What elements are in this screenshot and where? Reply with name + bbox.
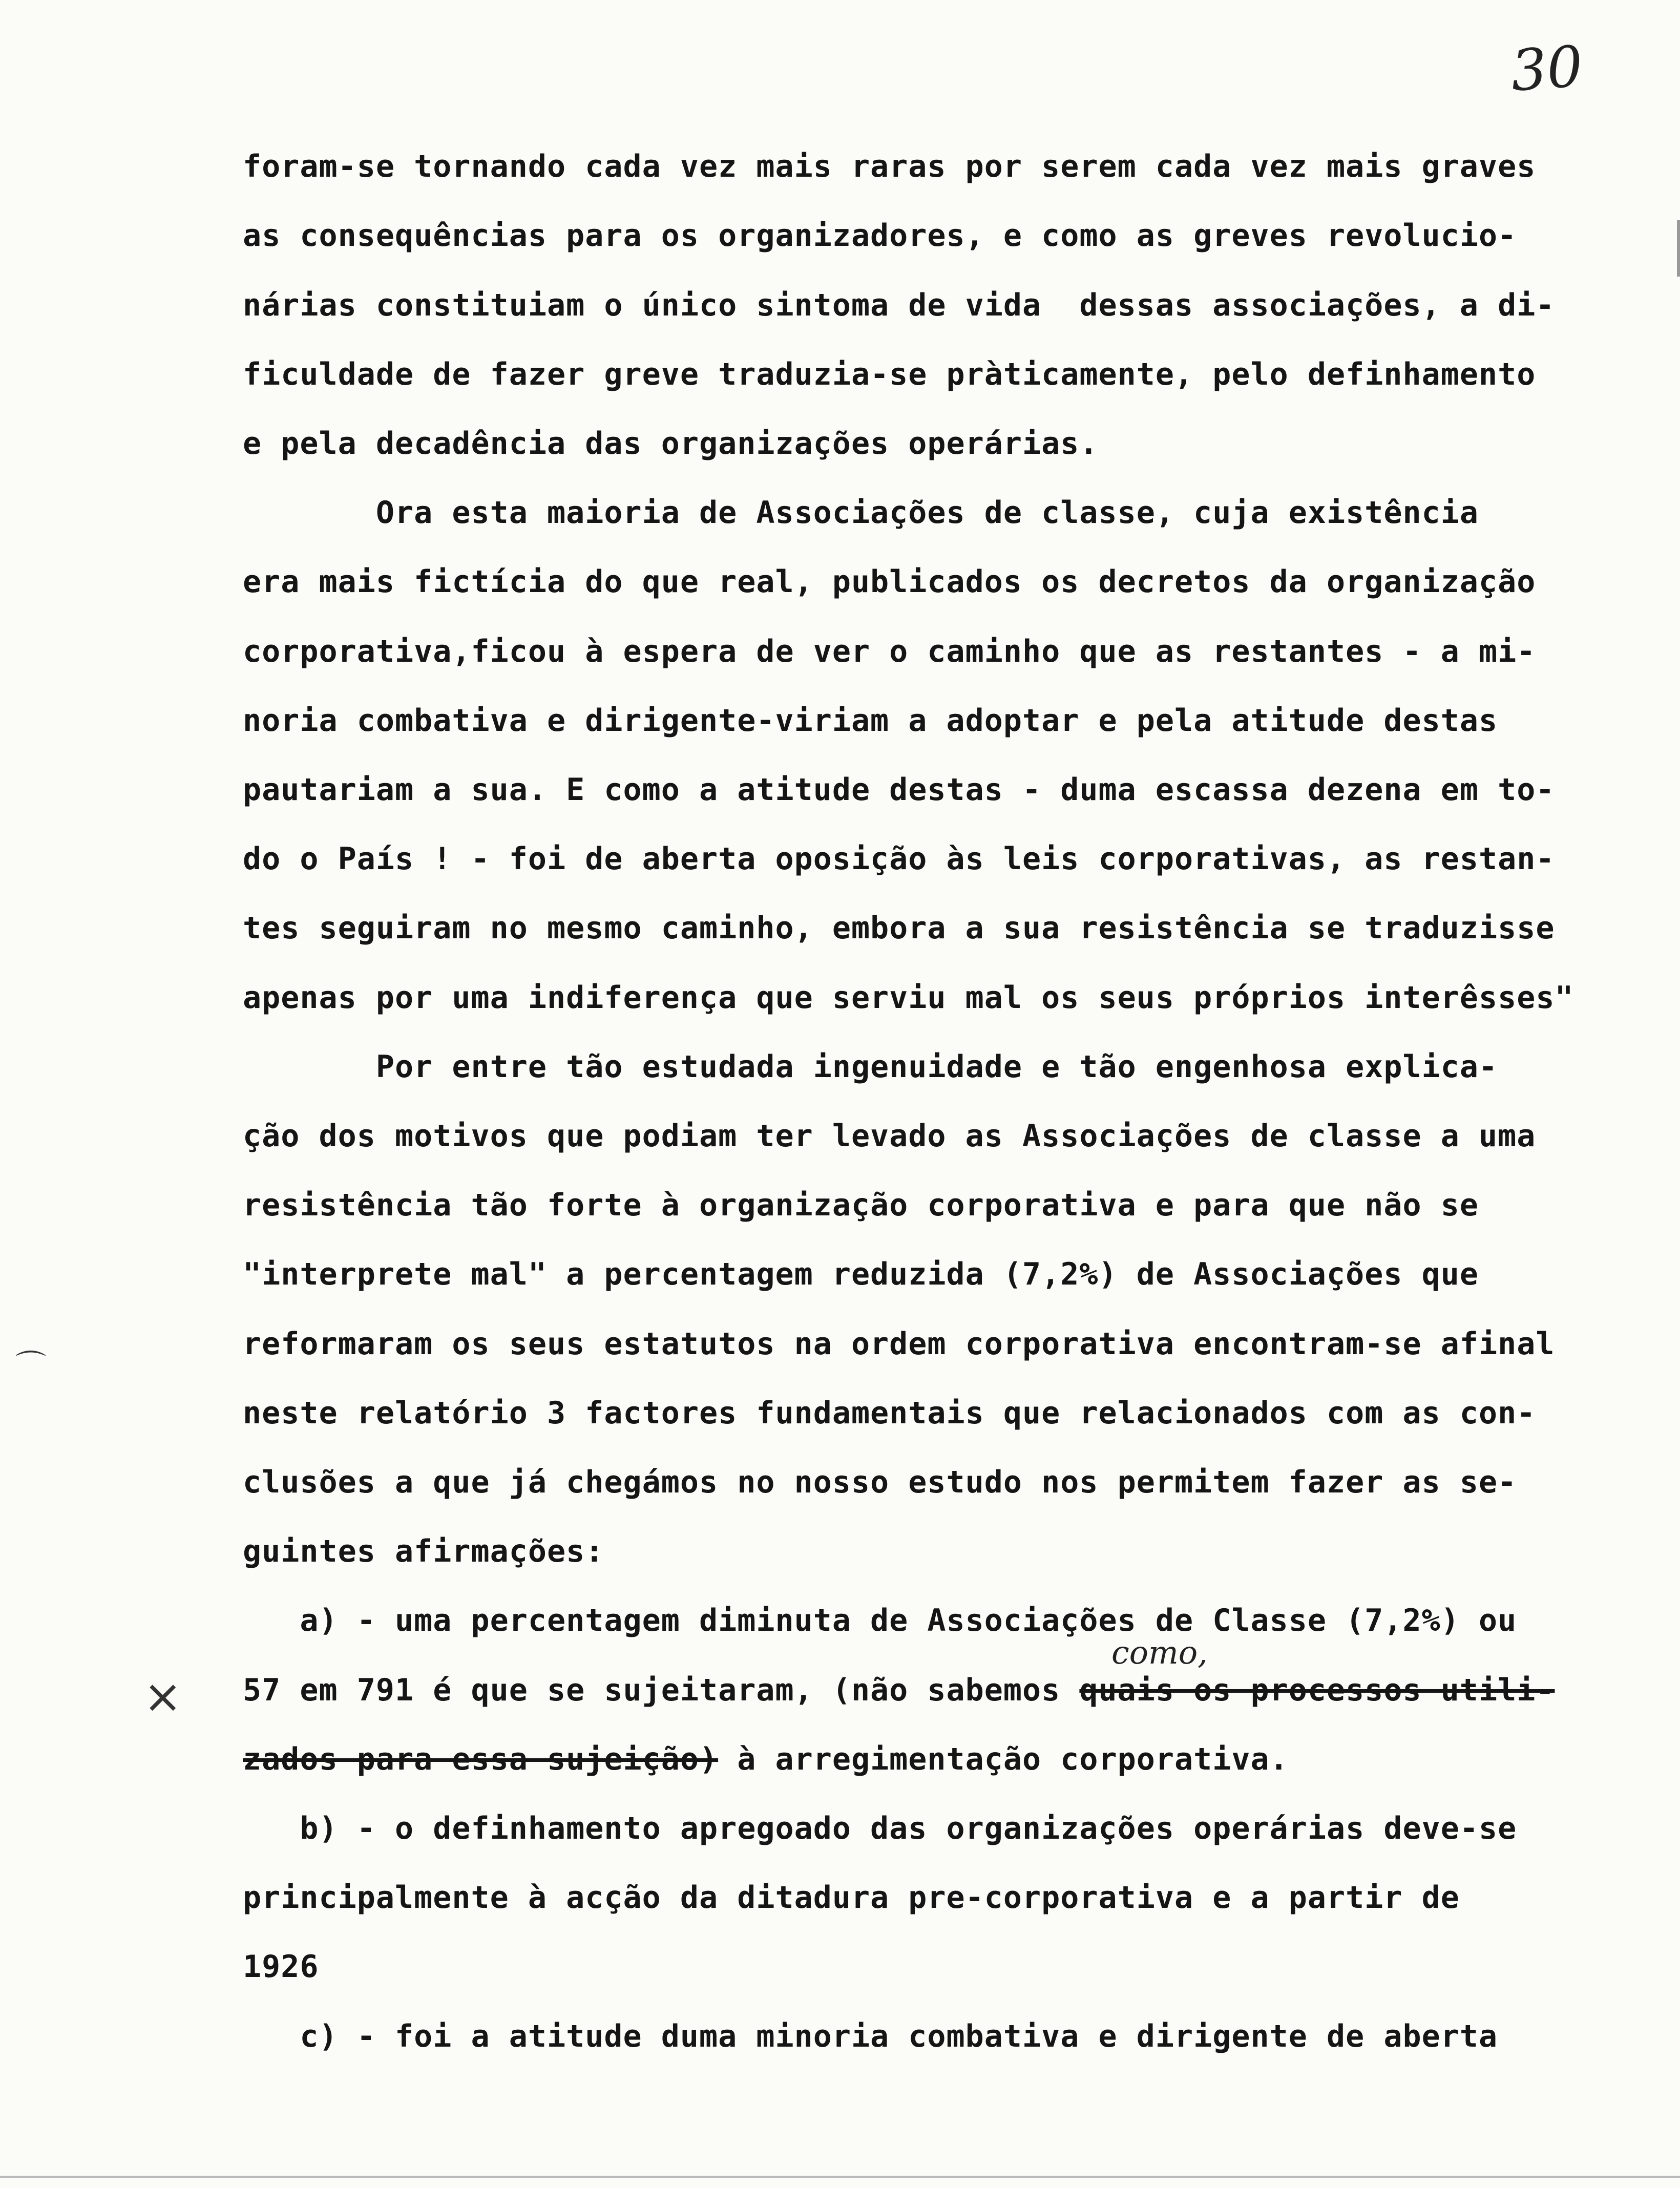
text-line: foram-se tornando cada vez mais raras por serem cada vez mais graves: [243, 149, 1536, 184]
text-line: pautariam a sua. E como a atitude destas - duma escassa dezena em to-: [243, 772, 1555, 808]
struck-text: zados para essa sujeição): [243, 1741, 719, 1777]
handwritten-insertion: como,: [1111, 1634, 1208, 1671]
text-line: noria combativa e dirigente-viriam a adoptar e pela atitude destas: [243, 703, 1498, 739]
text-line: principalmente à acção da ditadura pre-corporativa e a partir de: [243, 1880, 1460, 1916]
text-line: apenas por uma indiferença que serviu mal os seus próprios interêsses": [243, 980, 1574, 1016]
text-line: c) - foi a atitude duma minoria combativa e dirigente de aberta: [243, 2018, 1498, 2054]
text-line: ção dos motivos que podiam ter levado as Associações de classe a uma: [243, 1118, 1536, 1154]
text-segment: 57 em 791 é que se sujeitaram, (não sabemos: [243, 1672, 1080, 1708]
text-line: Por entre tão estudada ingenuidade e tão engenhosa explica-: [243, 1049, 1498, 1085]
text-line: ficuldade de fazer greve traduzia-se pràticamente, pelo definhamento: [243, 356, 1536, 392]
text-line: clusões a que já chegámos no nosso estudo nos permitem fazer as se-: [243, 1464, 1517, 1500]
text-line: a) - uma percentagem diminuta de Associações de Classe (7,2%) ou: [243, 1603, 1517, 1638]
text-line: b) - o definhamento apregoado das organizações operárias deve-se: [243, 1811, 1517, 1846]
text-line: nárias constituiam o único sintoma de vida dessas associações, a di-: [243, 287, 1555, 323]
text-line: corporativa,ficou à espera de ver o caminho que as restantes - a mi-: [243, 634, 1536, 669]
text-line-with-strike: [243, 1672, 1555, 1708]
text-line: reformaram os seus estatutos na ordem corporativa encontram-se afinal: [243, 1326, 1555, 1362]
text-line: resistência tão forte à organização corporativa e para que não se: [243, 1187, 1479, 1223]
page-number: 30: [1508, 33, 1585, 104]
text-line: "interprete mal" a percentagem reduzida (7,2%) de Associações que: [243, 1256, 1479, 1292]
text-line: era mais fictícia do que real, publicados os decretos da organização: [243, 564, 1536, 600]
text-line: tes seguiram no mesmo caminho, embora a sua resistência se traduzisse: [243, 910, 1555, 946]
text-line: neste relatório 3 factores fundamentais que relacionados com as con-: [243, 1395, 1536, 1431]
text-line: Ora esta maioria de Associações de classe, cuja existência: [243, 495, 1479, 531]
text-line-with-strike: [243, 1741, 1289, 1777]
text-line: as consequências para os organizadores, e como as greves revolucio-: [243, 218, 1517, 254]
text-line: e pela decadência das organizações operárias.: [243, 426, 1099, 461]
text-line: do o País ! - foi de aberta oposição às leis corporativas, as restan-: [243, 841, 1555, 877]
scan-edge: [0, 2176, 1680, 2178]
scan-edge: [1677, 220, 1680, 277]
margin-cross-icon: ⨯: [143, 1670, 182, 1723]
struck-text: quais os processos utili-: [1079, 1672, 1555, 1708]
text-line: guintes afirmações:: [243, 1533, 604, 1569]
text-segment: à arregimentação corporativa.: [718, 1741, 1289, 1777]
text-line: 1926: [243, 1949, 319, 1985]
margin-dash-icon: ⌒: [15, 1349, 46, 1384]
